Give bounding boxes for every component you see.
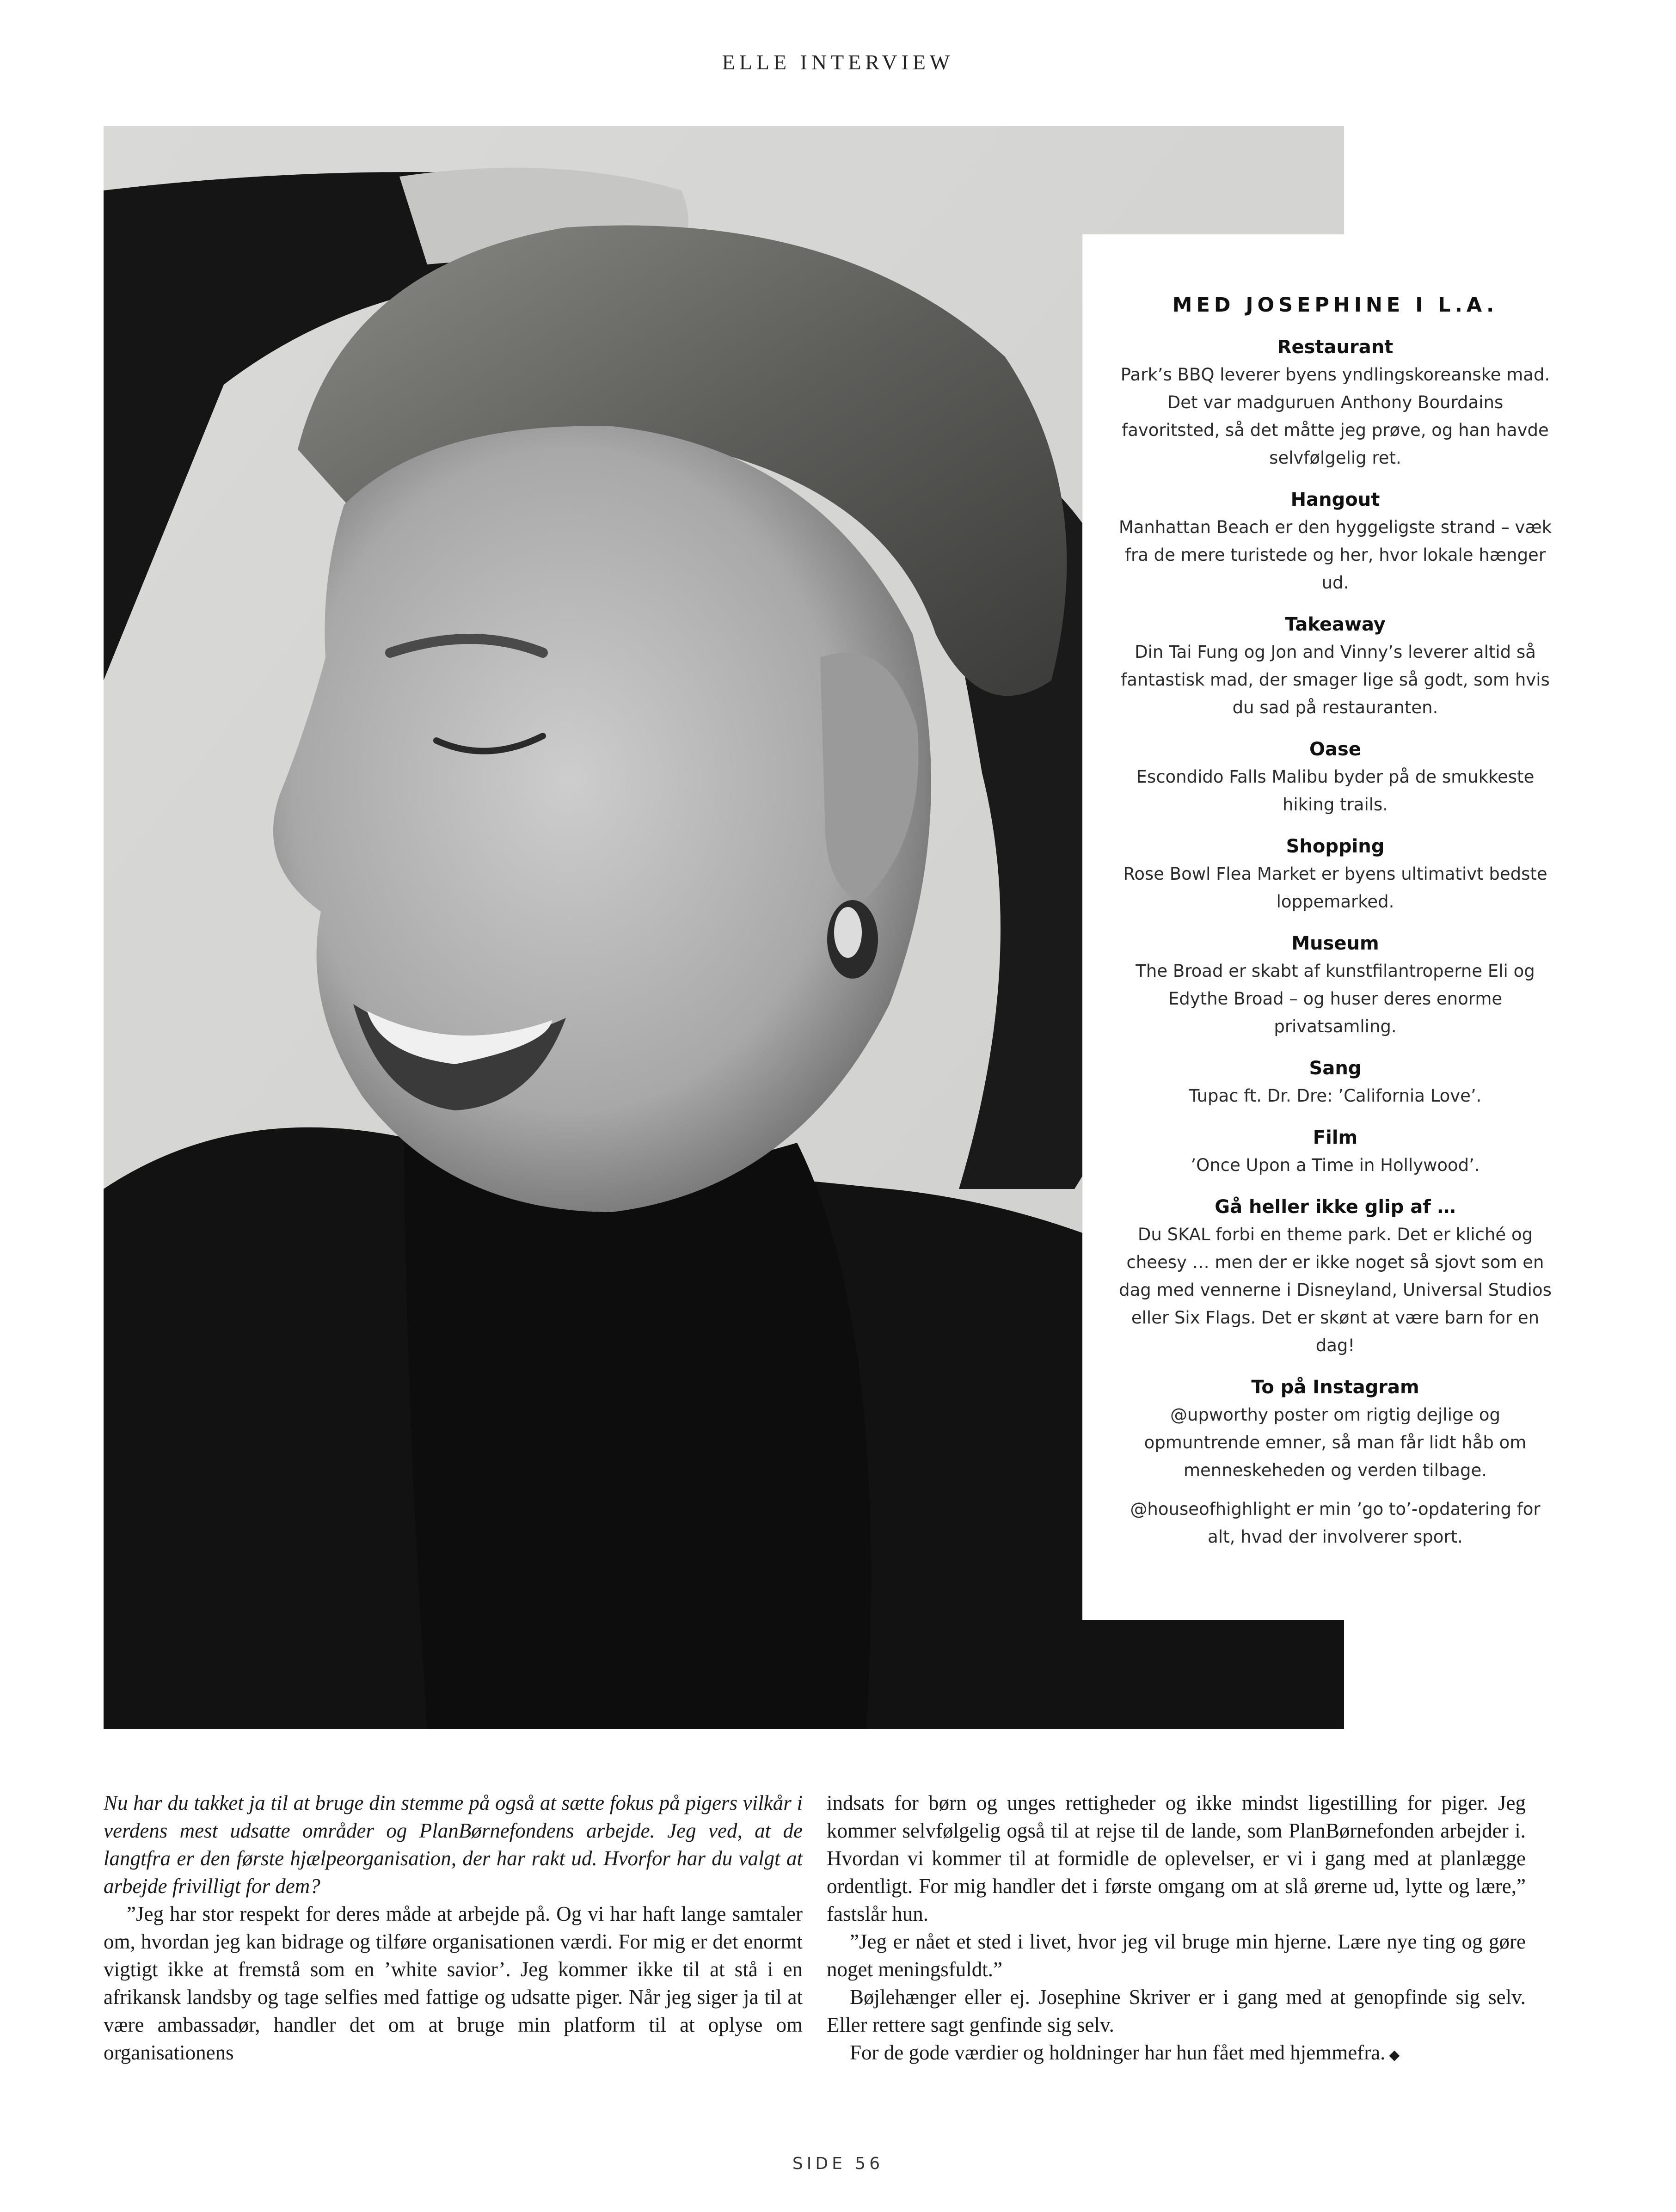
tip-text: Manhattan Beach er den hyggeligste strand – væk fra de mere turistede og her, hvor lokale hænger ud.: [1118, 517, 1552, 593]
la-tips-sidebar: [1083, 234, 1587, 1620]
tip-heading: Sang: [1309, 1058, 1362, 1079]
tip-text: Rose Bowl Flea Market er byens ultimativt bedste loppemarked.: [1123, 864, 1547, 912]
end-mark-icon: ◆: [1389, 2047, 1400, 2063]
article-paragraph: ”Jeg er nået et sted i livet, hvor jeg vil bruge min hjerne. Lære nye ting og gøre noget meningsfuldt.”: [827, 1930, 1526, 1981]
tip-heading: Restaurant: [1277, 337, 1394, 358]
article-paragraph: indsats for børn og unges rettigheder og ikke mindst ligestilling for piger. Jeg kommer selvfølgelig også til at rejse til de lande, som PlanBørnefonden arbejder i. Hvordan vi kommer til at formidle de oplevelser, er vi i gang med at planlægge ordentligt. For mig handler det i første omgang om at slå ørerne ud, lytte og lære,” fastslår hun.: [827, 1791, 1526, 1925]
tip-text: Du SKAL forbi en theme park. Det er kliché og cheesy … men der er ikke noget så sjovt som en dag med vennerne i Disneyland, Universal Studios eller Six Flags. Det er skønt at være barn for en dag!: [1119, 1225, 1552, 1355]
article-paragraph-text: For de gode værdier og holdninger har hun fået med hjemmefra.: [850, 2041, 1386, 2064]
tip-takeaway: [1116, 611, 1555, 722]
tip-heading: Takeaway: [1285, 614, 1386, 635]
tip-text: Din Tai Fung og Jon and Vinny’s leverer altid så fantastisk mad, der smager lige så godt, som hvis du sad på restauranten.: [1121, 642, 1550, 717]
article-paragraph: Bøjlehænger eller ej. Josephine Skriver er i gang med at genopfinde sig selv. Eller rettere sagt genfinde sig selv.: [827, 1985, 1526, 2036]
tip-shopping: [1116, 833, 1555, 916]
tip-text: Tupac ft. Dr. Dre: ’California Love’.: [1189, 1086, 1482, 1106]
tip-text-extra: @houseofhighlight er min ’go to’-opdatering for alt, hvad der involverer sport.: [1130, 1499, 1541, 1547]
magazine-section-header: ELLE INTERVIEW: [722, 50, 954, 74]
tip-heading: Oase: [1309, 739, 1361, 760]
tip-heading: To på Instagram: [1251, 1377, 1419, 1398]
tip-heading: Museum: [1291, 933, 1379, 954]
tip-hangout: [1116, 486, 1555, 597]
tip-sang: [1116, 1054, 1555, 1110]
sidebar-title: MED JOSEPHINE I L.A.: [1172, 294, 1498, 317]
tip-instagram: [1116, 1373, 1555, 1551]
tip-film: [1116, 1124, 1555, 1179]
tip-museum: [1116, 930, 1555, 1041]
tip-oase: [1116, 735, 1555, 819]
tip-text: ’Once Upon a Time in Hollywood’.: [1191, 1155, 1480, 1175]
tip-text: Escondido Falls Malibu byder på de smukkeste hiking trails.: [1136, 767, 1535, 815]
article-column-right: [827, 1789, 1526, 2069]
page-number: SIDE 56: [792, 2154, 884, 2173]
tip-heading: Hangout: [1290, 489, 1380, 510]
article-column-left: [104, 1789, 803, 2066]
tip-restaurant: [1116, 333, 1555, 472]
tip-text: @upworthy poster om rigtig dejlige og opmuntrende emner, så man får lidt håb om menneskeheden og verden tilbage.: [1144, 1405, 1527, 1480]
article-paragraph: ”Jeg har stor respekt for deres måde at arbejde på. Og vi har haft lange samtaler om, hvordan jeg kan bidrage og tilføre organisationen værdi. For mig er det enormt vigtigt ikke at fremstå som en ’white savior’. Jeg kommer ikke til at stå i en afrikansk landsby og tage selfies med fattige og udsatte piger. Når jeg siger ja til at være ambassadør, handler det om at bruge min platform til at oplyse om organisationens: [104, 1902, 803, 2064]
tip-heading: Gå heller ikke glip af …: [1215, 1196, 1456, 1218]
tip-text: Park’s BBQ leverer byens yndlingskoreanske mad. Det var madguruen Anthony Bourdains favoritsted, så det måtte jeg prøve, og han havde selvfølgelig ret.: [1120, 365, 1550, 468]
article-paragraph-final: [827, 2039, 1526, 2069]
tip-heading: Shopping: [1286, 836, 1385, 857]
tip-heading: Film: [1313, 1127, 1358, 1148]
interview-question: Nu har du takket ja til at bruge din stemme på også at sætte fokus på pigers vilkår i verdens mest udsatte områder og PlanBørnefondens arbejde. Jeg ved, at de langtfra er den første hjælpeorganisation, der har rakt ud. Hvorfor har du valgt at arbejde frivilligt for dem?: [104, 1791, 803, 1898]
tip-dont-miss: [1116, 1193, 1555, 1360]
tip-text: The Broad er skabt af kunstfilantroperne Eli og Edythe Broad – og huser deres enorme privatsamling.: [1136, 961, 1535, 1036]
